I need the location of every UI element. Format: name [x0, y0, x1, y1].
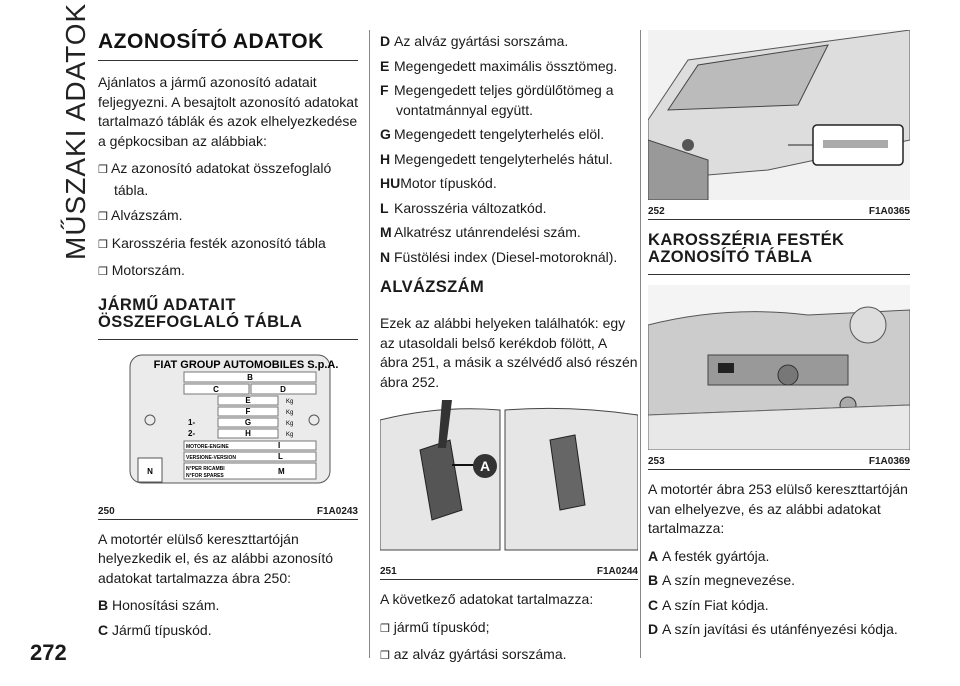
plate-label-h: H: [245, 428, 251, 438]
plate-kg: Kg: [286, 409, 294, 416]
van-windscreen-illustration: [648, 30, 910, 200]
bullet-item: ❒ Az azonosító adatokat összefoglaló tábla.: [98, 160, 332, 198]
key-item: L Karosszéria változatkód.: [380, 199, 547, 216]
plate-label-2: 2-: [188, 428, 196, 438]
bullet-item: ❒ Motorszám.: [98, 262, 185, 278]
key-item: B A szín megnevezése.: [648, 572, 796, 588]
plate-kg: Kg: [286, 398, 294, 405]
plate-label-c: C: [213, 384, 219, 394]
figure-253: [648, 285, 910, 470]
key-item: C A szín Fiat kódja.: [648, 596, 769, 613]
key-item: D Az alváz gyártási sorszáma.: [380, 33, 569, 49]
figure-caption: 250 F1A0243: [98, 505, 358, 517]
key-item: D A szín javítási és utánfényezési kódja.: [648, 621, 898, 637]
column-2: [380, 32, 638, 673]
plate-label-m: M: [278, 466, 285, 476]
paragraph: A motortér ábra 253 elülső kereszttartóján van elhelyezve, és az alábbi adatokat tartalmazza:: [648, 481, 908, 536]
plate-label-1: 1-: [188, 417, 196, 427]
intro-paragraph: Ajánlatos a jármű azonosító adatait feljegyezni. A besajtolt azonosító adatokat tartalmazó táblák és azok elhelyezkedése a gépkocsiban az alábbiak:: [98, 74, 358, 149]
figure-caption: 253 F1A0369: [648, 456, 910, 467]
subsection-heading: KAROSSZÉRIA FESTÉK AZONOSÍTÓ TÁBLA: [648, 232, 910, 275]
key-item: HUMotor típuskód.: [380, 175, 497, 191]
figure-251: [380, 400, 638, 580]
key-item: N Füstölési index (Diesel-motoroknál).: [380, 248, 618, 265]
bullet-item: ❒ Alvázszám.: [98, 207, 183, 223]
plate-label-g: G: [244, 417, 252, 427]
paragraph: A motortér elülső kereszttartóján helyezkedik el, és az alábbi azonosító adatokat tartalmazza ábra 250:: [98, 530, 334, 586]
plate-motore: MOTORE-ENGINE: [186, 443, 229, 450]
engine-bay-illustration: [648, 285, 910, 450]
side-section-title: MŰSZAKI ADATOK: [60, 2, 91, 260]
key-item: B Honosítási szám.: [98, 597, 220, 613]
plate-label-i: I: [278, 440, 281, 450]
key-item: C Jármű típuskód.: [98, 621, 212, 638]
bullet-item: ❒ Karosszéria festék azonosító tábla: [98, 234, 326, 251]
column-divider: [640, 30, 641, 658]
plate-label-l: L: [278, 451, 283, 461]
column-divider: [369, 30, 370, 658]
plate-versione: VERSIONE-VERSION: [186, 454, 237, 461]
callout-a: A: [479, 458, 491, 474]
paragraph: A következő adatokat tartalmazza:: [380, 591, 594, 607]
plate-label-b: B: [247, 372, 253, 382]
key-item: A A festék gyártója.: [648, 547, 770, 564]
figure-caption: 251 F1A0244: [380, 566, 638, 577]
figure-250: [98, 350, 358, 520]
figure-caption: 252 F1A0365: [648, 206, 910, 217]
key-item: H Megengedett tengelyterhelés hátul.: [380, 150, 613, 167]
plate-ricambi: N°PER RICAMBI: [186, 465, 225, 472]
page-number: 272: [30, 640, 67, 665]
plate-kg: Kg: [286, 420, 294, 427]
subsection-heading: ALVÁZSZÁM: [380, 278, 485, 296]
key-item: G Megengedett tengelyterhelés elöl.: [380, 126, 605, 142]
plate-label-n: N: [147, 466, 153, 476]
id-plate-illustration: [98, 350, 358, 500]
key-item: F Megengedett teljes gördülőtömeg a vontatmánnyal együtt.: [380, 82, 614, 118]
plate-label-d: D: [280, 384, 286, 394]
bullet-item: ❒ az alváz gyártási sorszáma.: [380, 646, 567, 662]
plate-kg: Kg: [286, 431, 294, 438]
bullet-item: ❒ jármű típuskód;: [380, 618, 490, 635]
key-item: M Alkatrész utánrendelési szám.: [380, 224, 581, 240]
chassis-number-illustration: [380, 400, 638, 560]
column-1: [98, 30, 358, 645]
key-item: E Megengedett maximális össztömeg.: [380, 57, 618, 74]
plate-label-e: E: [245, 395, 251, 405]
section-heading: AZONOSÍTÓ ADATOK: [98, 30, 358, 61]
column-3: [648, 30, 910, 645]
subsection-heading: JÁRMŰ ADATAIT ÖSSZEFOGLALÓ TÁBLA: [98, 297, 358, 340]
plate-title: FIAT GROUP AUTOMOBILES S.p.A.: [153, 358, 339, 371]
plate-spares: N°FOR SPARES: [186, 472, 224, 479]
plate-label-f: F: [245, 406, 251, 416]
figure-252: [648, 30, 910, 220]
paragraph: Ezek az alábbi helyeken találhatók: egy az utasoldali belső kerékdob fölött, A ábra 251, a másik a szélvédő alsó részén ábra 252.: [380, 315, 638, 390]
